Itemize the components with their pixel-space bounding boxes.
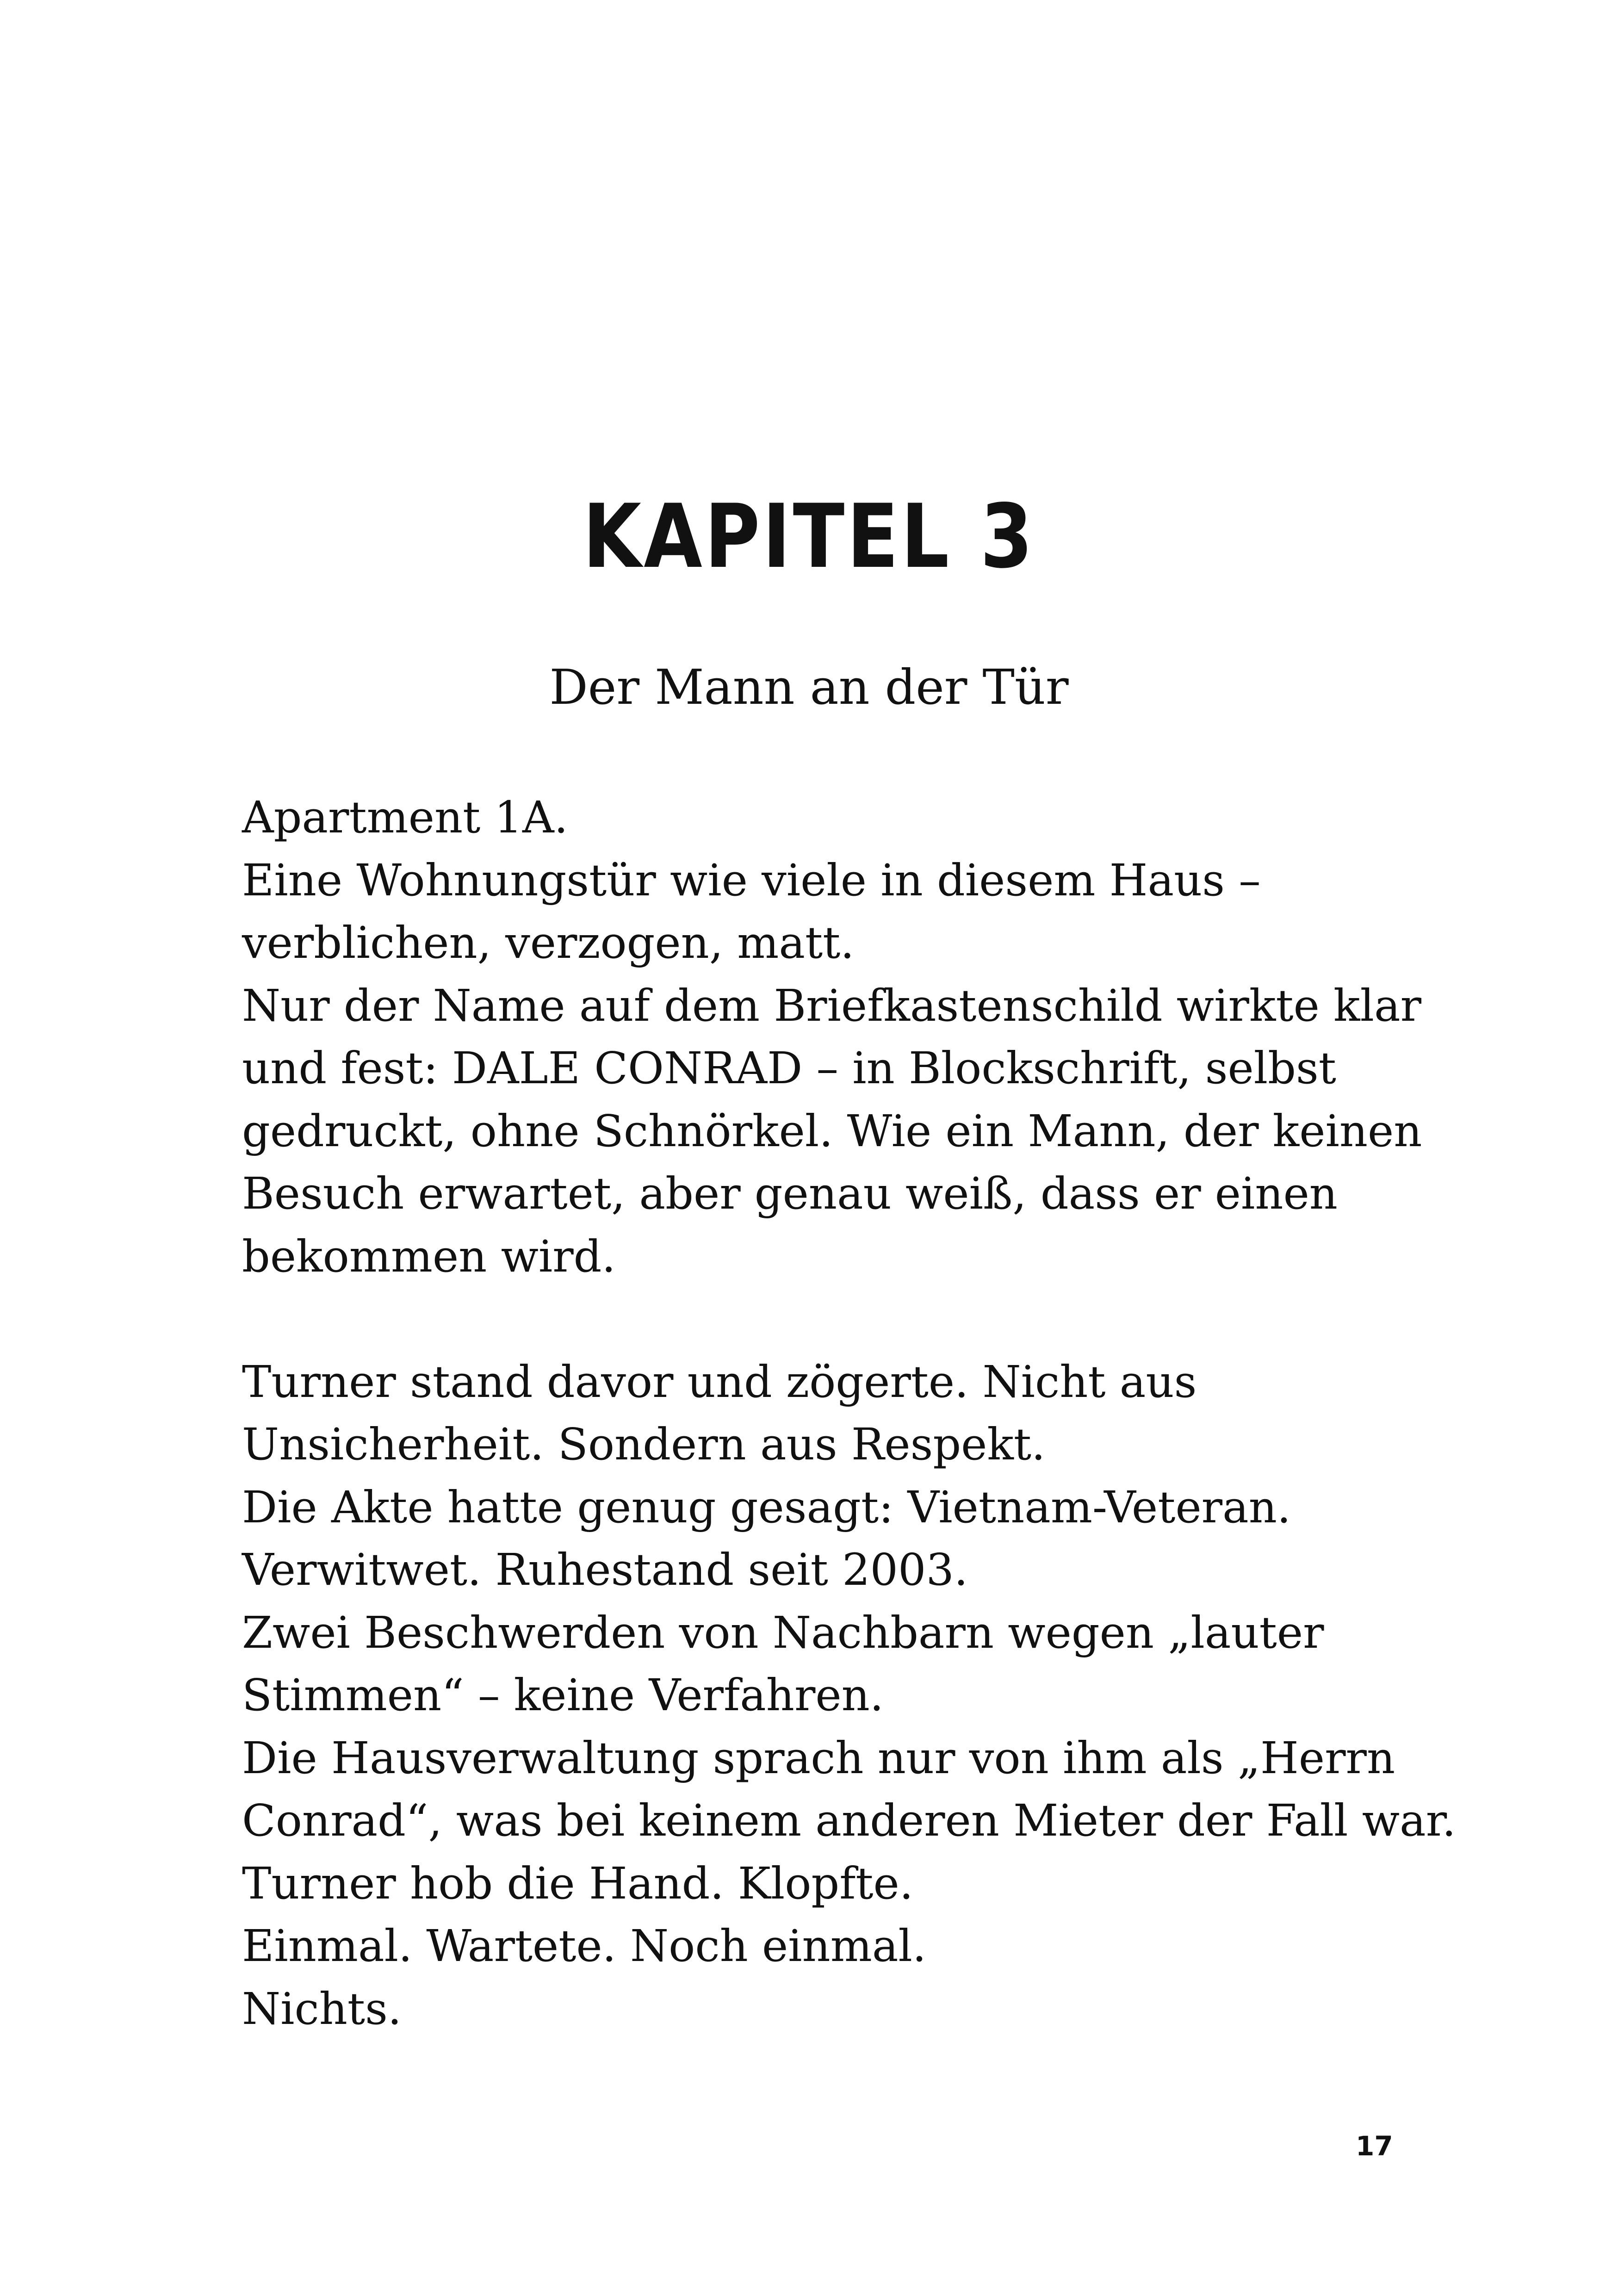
text-line: Unsicherheit. Sondern aus Respekt. — [242, 1419, 1046, 1470]
text-line: Besuch erwartet, aber genau weiß, dass er einen — [242, 1168, 1338, 1219]
text-line: Zwei Beschwerden von Nachbarn wegen „lauter — [242, 1607, 1324, 1658]
text-line: bekommen wird. — [242, 1231, 616, 1282]
text-line: Turner stand davor und zögerte. Nicht aus — [242, 1356, 1197, 1408]
text-line: Nichts. — [242, 1983, 402, 2035]
text-line: Die Hausverwaltung sprach nur von ihm als „Herrn — [242, 1732, 1395, 1784]
text-line: Turner hob die Hand. Klopfte. — [242, 1858, 913, 1909]
chapter-title: KAPITEL 3 — [583, 485, 1035, 588]
paragraph-gap — [242, 1288, 1436, 1351]
text-line: verblichen, verzogen, matt. — [242, 918, 855, 968]
text-line: Einmal. Wartete. Noch einmal. — [242, 1921, 927, 1972]
body-text — [242, 787, 1456, 2041]
text-line: Conrad“, was bei keinem anderen Mieter der Fall war. — [242, 1795, 1456, 1846]
text-line: Apartment 1A. — [242, 792, 568, 843]
paragraph-2 — [242, 1351, 1456, 2041]
text-line: Stimmen“ – keine Verfahren. — [242, 1670, 884, 1721]
text-line: Nur der Name auf dem Briefkastenschild wirkte klar — [242, 980, 1422, 1031]
paragraph-1 — [242, 787, 1436, 1288]
text-line: Die Akte hatte genug gesagt: Vietnam-Veteran. — [242, 1482, 1291, 1533]
text-line: Eine Wohnungstür wie viele in diesem Haus – — [242, 855, 1261, 906]
text-line: gedruckt, ohne Schnörkel. Wie ein Mann, der keinen — [242, 1105, 1422, 1157]
text-line: und fest: DALE CONRAD – in Blockschrift, selbst — [242, 1043, 1336, 1094]
text-line: Verwitwet. Ruhestand seit 2003. — [242, 1545, 968, 1595]
page-number: 17 — [1356, 2130, 1393, 2162]
chapter-subtitle: Der Mann an der Tür — [549, 659, 1069, 715]
